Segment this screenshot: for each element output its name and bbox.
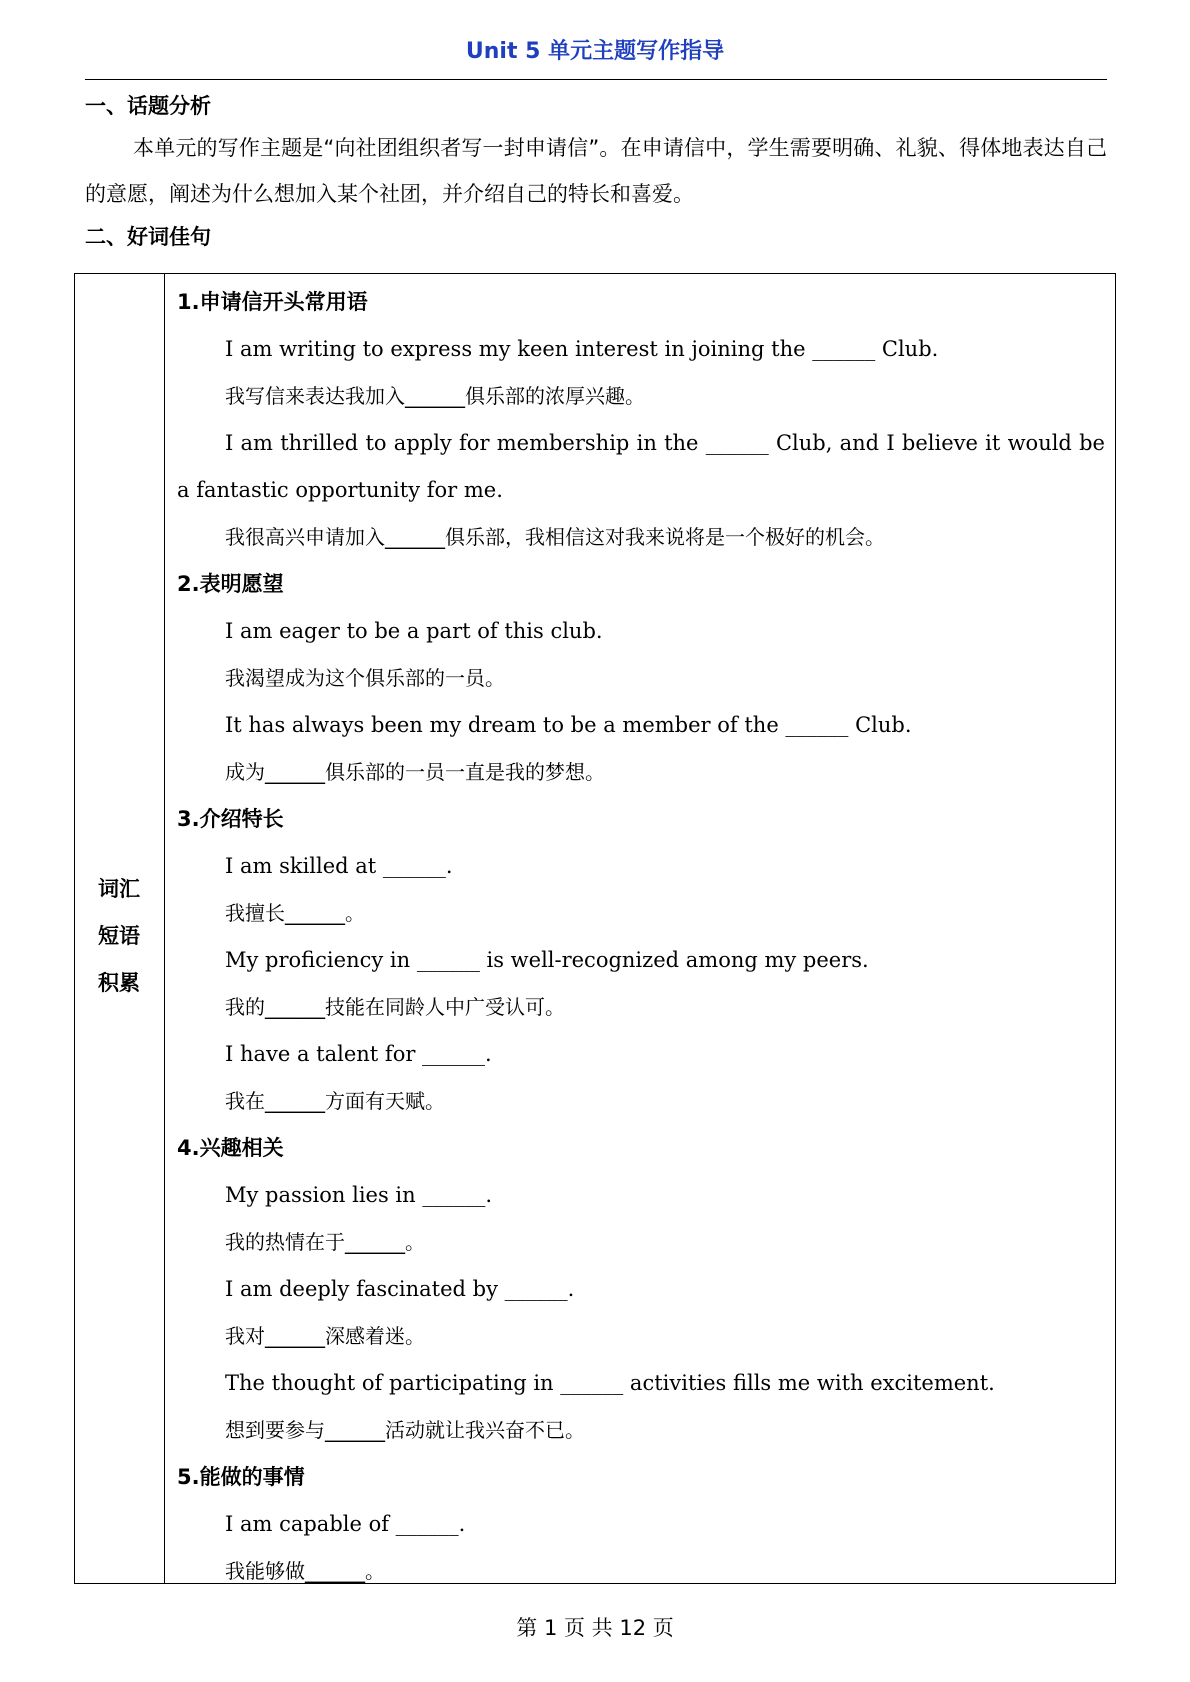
table-content-cell bbox=[165, 274, 1115, 1595]
english-sentence: My proficiency in ______ is well-recognized among my peers. bbox=[225, 948, 869, 972]
english-sentence: The thought of participating in ______ activities fills me with excitement. bbox=[225, 1371, 995, 1395]
chinese-translation: 成为______俱乐部的一员一直是我的梦想。 bbox=[225, 760, 605, 784]
table-left-label bbox=[75, 866, 163, 1007]
table-left-column bbox=[75, 274, 165, 1583]
topic-analysis-paragraph: 本单元的写作主题是“向社团组织者写一封申请信”。在申请信中，学生需要明确、礼貌、得体地表达自己的意愿，阐述为什么想加入某个社团，并介绍自己的特长和喜爱。 bbox=[85, 136, 1107, 206]
english-sentence: My passion lies in ______. bbox=[225, 1183, 493, 1207]
chinese-translation: 我能够做______。 bbox=[225, 1559, 385, 1583]
english-sentence: It has always been my dream to be a member of the ______ Club. bbox=[225, 713, 912, 737]
english-sentence: I am capable of ______. bbox=[225, 1512, 466, 1536]
english-sentence: I am thrilled to apply for membership in the ______ Club, and I believe it would be a fantastic opportunity for me. bbox=[177, 431, 1105, 502]
chinese-translation: 我对______深感着迷。 bbox=[225, 1324, 425, 1348]
group-heading: 1.申请信开头常用语 bbox=[177, 290, 368, 314]
page-footer: 第 1 页 共 12 页 bbox=[516, 1616, 674, 1640]
phrases-table bbox=[74, 273, 1116, 1584]
left-label-line: 词汇 bbox=[98, 877, 140, 901]
english-sentence: I am deeply fascinated by ______. bbox=[225, 1277, 575, 1301]
english-sentence: I am writing to express my keen interest in joining the ______ Club. bbox=[225, 337, 939, 361]
left-label-line: 短语 bbox=[98, 924, 140, 948]
english-sentence: I have a talent for ______. bbox=[225, 1042, 492, 1066]
chinese-translation: 我擅长______。 bbox=[225, 901, 365, 925]
section-heading-topic-analysis: 一、话题分析 bbox=[85, 94, 211, 118]
chinese-translation: 我在______方面有天赋。 bbox=[225, 1089, 445, 1113]
group-heading: 3.介绍特长 bbox=[177, 807, 284, 831]
chinese-translation: 我的热情在于______。 bbox=[225, 1230, 425, 1254]
chinese-translation: 我的______技能在同龄人中广受认可。 bbox=[225, 995, 565, 1019]
left-label-line: 积累 bbox=[98, 971, 140, 995]
group-heading: 5.能做的事情 bbox=[177, 1465, 305, 1489]
english-sentence: I am skilled at ______. bbox=[225, 854, 453, 878]
chinese-translation: 想到要参与______活动就让我兴奋不已。 bbox=[225, 1418, 585, 1442]
group-heading: 4.兴趣相关 bbox=[177, 1136, 284, 1160]
title-divider bbox=[85, 79, 1107, 80]
chinese-translation: 我渴望成为这个俱乐部的一员。 bbox=[225, 666, 505, 690]
section-heading-good-phrases: 二、好词佳句 bbox=[85, 225, 211, 249]
chinese-translation: 我写信来表达我加入______俱乐部的浓厚兴趣。 bbox=[225, 384, 645, 408]
english-sentence: I am eager to be a part of this club. bbox=[225, 619, 603, 643]
chinese-translation: 我很高兴申请加入______俱乐部，我相信这对我来说将是一个极好的机会。 bbox=[225, 525, 885, 549]
group-heading: 2.表明愿望 bbox=[177, 572, 284, 596]
document-title: Unit 5 单元主题写作指导 bbox=[465, 39, 725, 64]
